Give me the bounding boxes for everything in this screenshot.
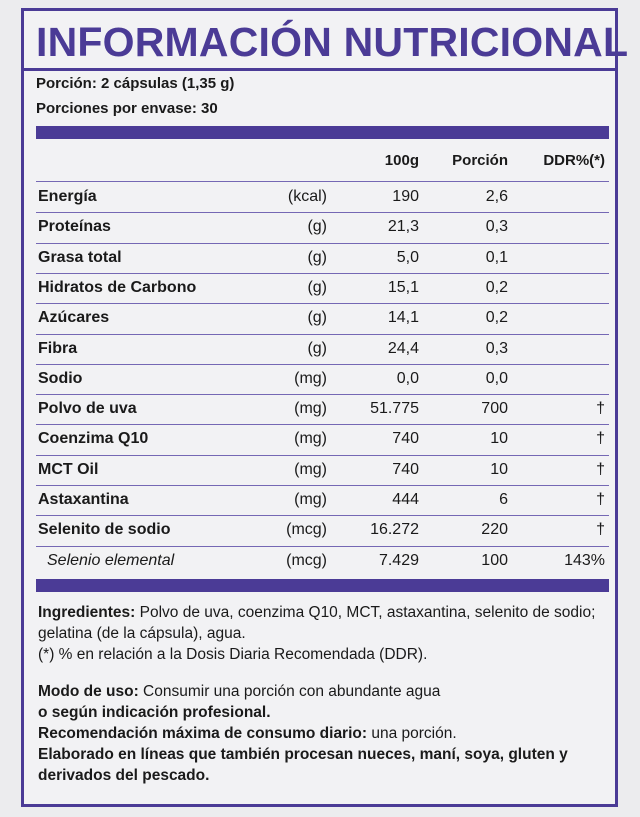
nutrient-unit: (mg) xyxy=(294,460,327,478)
header-band xyxy=(36,126,609,139)
usage-text: Consumir una porción con abundante agua xyxy=(138,683,441,700)
table-row xyxy=(24,303,615,333)
value-per100: 24,4 xyxy=(387,339,419,357)
value-portion: 220 xyxy=(481,521,508,539)
value-portion: 0,3 xyxy=(485,218,508,236)
value-per100: 5,0 xyxy=(396,248,419,266)
nutrient-name: Azúcares xyxy=(38,309,110,327)
page-title: INFORMACIÓN NUTRICIONAL xyxy=(36,19,629,65)
value-per100: 51.775 xyxy=(370,400,419,418)
col-header-per100: 100g xyxy=(384,152,419,169)
value-ddr: † xyxy=(596,521,605,539)
nutrient-unit: (g) xyxy=(307,218,327,236)
nutrient-name: Fibra xyxy=(38,339,78,357)
usage-label: Modo de uso: xyxy=(38,683,139,700)
nutrient-name: Hidratos de Carbono xyxy=(38,278,197,296)
table-row xyxy=(24,334,615,364)
nutrient-unit: (mcg) xyxy=(286,551,327,569)
value-per100: 7.429 xyxy=(378,551,419,569)
value-portion: 100 xyxy=(481,551,508,569)
nutrient-name: Selenio elemental xyxy=(47,551,175,569)
nutrient-name: Selenito de sodio xyxy=(38,521,171,539)
value-portion: 0,0 xyxy=(485,369,508,387)
nutrient-name: Coenzima Q10 xyxy=(38,430,149,448)
value-per100: 15,1 xyxy=(387,278,419,296)
value-portion: 10 xyxy=(490,460,508,478)
col-header-ddr: DDR%(*) xyxy=(543,152,605,169)
max-consumption-text: una porción. xyxy=(367,725,457,742)
value-ddr: † xyxy=(596,460,605,478)
value-portion: 0,3 xyxy=(485,339,508,357)
serving-size: Porción: 2 cápsulas (1,35 g) xyxy=(36,75,235,92)
nutrient-unit: (g) xyxy=(307,248,327,266)
value-per100: 190 xyxy=(392,188,419,205)
table-row xyxy=(24,394,615,424)
footer-band xyxy=(36,579,609,592)
ingredients-label: Ingredientes: xyxy=(38,604,136,621)
nutrient-unit: (mg) xyxy=(294,369,327,387)
value-per100: 14,1 xyxy=(387,309,419,327)
value-ddr: † xyxy=(596,400,605,418)
table-row xyxy=(24,364,615,394)
table-row xyxy=(24,455,615,485)
nutrient-name: Proteínas xyxy=(38,218,111,236)
nutrient-name: Polvo de uva xyxy=(38,400,137,418)
value-per100: 740 xyxy=(392,430,419,448)
title-divider xyxy=(24,68,615,71)
nutrient-unit: (kcal) xyxy=(287,188,327,205)
usage-section xyxy=(38,681,608,786)
nutrient-unit: (mg) xyxy=(294,430,327,448)
value-per100: 21,3 xyxy=(387,218,419,236)
nutrition-facts-panel xyxy=(21,8,629,807)
value-portion: 0,1 xyxy=(485,248,508,266)
table-row xyxy=(24,182,615,212)
usage-text-professional: o según indicación profesional. xyxy=(38,704,271,721)
table-row xyxy=(24,424,615,454)
value-ddr: 143% xyxy=(564,551,605,569)
nutrient-name: MCT Oil xyxy=(38,460,99,478)
table-row xyxy=(24,273,615,303)
nutrient-name: Sodio xyxy=(38,369,83,387)
table-row xyxy=(24,212,615,242)
allergen-warning: Elaborado en líneas que también procesan nueces, maní, soya, gluten y derivados del pescado. xyxy=(38,746,568,784)
table-row xyxy=(24,515,615,545)
value-portion: 0,2 xyxy=(485,278,508,296)
nutrient-unit: (mg) xyxy=(294,400,327,418)
value-per100: 16.272 xyxy=(370,521,419,539)
value-portion: 6 xyxy=(499,491,508,508)
nutrient-unit: (g) xyxy=(307,339,327,357)
nutrient-unit: (mg) xyxy=(294,491,327,508)
value-per100: 740 xyxy=(392,460,419,478)
table-row xyxy=(24,546,615,576)
servings-per-container: Porciones por envase: 30 xyxy=(36,100,218,117)
ingredients-section xyxy=(38,602,608,665)
nutrient-name: Grasa total xyxy=(38,248,122,266)
nutrient-name: Energía xyxy=(38,188,97,205)
value-portion: 0,2 xyxy=(485,309,508,327)
value-per100: 444 xyxy=(392,491,419,508)
value-ddr: † xyxy=(596,491,605,508)
value-per100: 0,0 xyxy=(396,369,419,387)
value-portion: 2,6 xyxy=(485,188,508,205)
ingredients-text: Polvo de uva, coenzima Q10, MCT, astaxantina, selenito de sodio; gelatina (de la cápsula), agua. xyxy=(38,604,596,642)
table-row xyxy=(24,243,615,273)
value-portion: 700 xyxy=(481,400,508,418)
col-header-portion: Porción xyxy=(452,152,508,169)
ddr-footnote: (*) % en relación a la Dosis Diaria Recomendada (DDR). xyxy=(38,646,428,663)
nutrient-unit: (g) xyxy=(307,278,327,296)
value-ddr: † xyxy=(596,430,605,448)
nutrient-unit: (g) xyxy=(307,309,327,327)
value-portion: 10 xyxy=(490,430,508,448)
max-consumption-label: Recomendación máxima de consumo diario: xyxy=(38,725,368,742)
table-row xyxy=(24,485,615,515)
nutrient-name: Astaxantina xyxy=(38,491,129,508)
nutrient-unit: (mcg) xyxy=(286,521,327,539)
